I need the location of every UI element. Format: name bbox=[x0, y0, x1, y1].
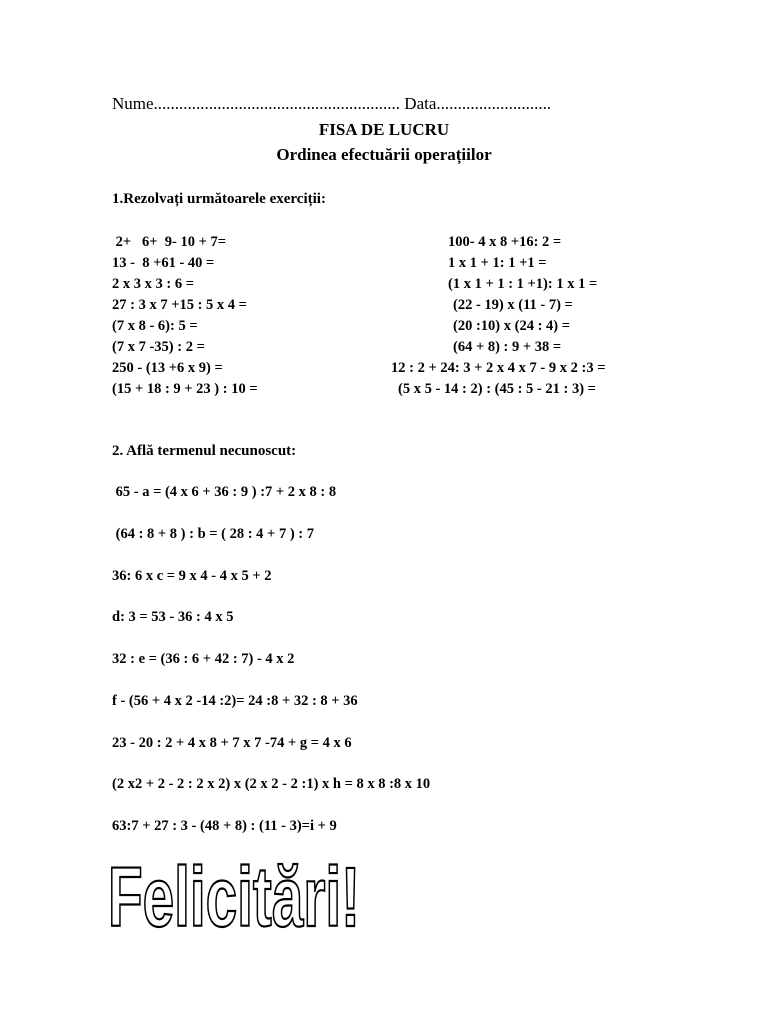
exercise-right-5: (20 :10) x (24 : 4) = bbox=[453, 318, 570, 334]
equation-i: 63:7 + 27 : 3 - (48 + 8) : (11 - 3)=i + 9 bbox=[112, 818, 337, 834]
felicitari-wordart bbox=[106, 838, 366, 944]
equation-e: 32 : e = (36 : 6 + 42 : 7) - 4 x 2 bbox=[112, 651, 295, 667]
equation-c: 36: 6 x c = 9 x 4 - 4 x 5 + 2 bbox=[112, 568, 272, 584]
exercise-right-1: 100- 4 x 8 +16: 2 = bbox=[448, 234, 562, 250]
equation-g: 23 - 20 : 2 + 4 x 8 + 7 x 7 -74 + g = 4 x 6 bbox=[112, 735, 352, 751]
felicitari-text: Felicitări! bbox=[108, 850, 360, 944]
section1-heading: 1.Rezolvați următoarele exerciții: bbox=[112, 191, 326, 207]
exercise-right-7: 12 : 2 + 24: 3 + 2 x 4 x 7 - 9 x 2 :3 = bbox=[391, 360, 606, 376]
section2-heading: 2. Află termenul necunoscut: bbox=[112, 443, 297, 459]
exercise-left-1: 2+ 6+ 9- 10 + 7= bbox=[112, 234, 227, 250]
exercise-left-2: 13 - 8 +61 - 40 = bbox=[112, 255, 215, 271]
exercise-right-3: (1 x 1 + 1 : 1 +1): 1 x 1 = bbox=[448, 276, 598, 292]
page-title: FISA DE LUCRU bbox=[318, 120, 450, 139]
exercise-left-7: 250 - (13 +6 x 9) = bbox=[112, 360, 223, 376]
exercise-left-8: (15 + 18 : 9 + 23 ) : 10 = bbox=[112, 381, 258, 397]
equation-d: d: 3 = 53 - 36 : 4 x 5 bbox=[112, 609, 234, 625]
exercise-right-2: 1 x 1 + 1: 1 +1 = bbox=[448, 255, 547, 271]
equation-f: f - (56 + 4 x 2 -14 :2)= 24 :8 + 32 : 8 + 36 bbox=[112, 693, 358, 709]
exercise-left-6: (7 x 7 -35) : 2 = bbox=[112, 339, 205, 355]
exercise-left-5: (7 x 8 - 6): 5 = bbox=[112, 318, 198, 334]
exercise-left-4: 27 : 3 x 7 +15 : 5 x 4 = bbox=[112, 297, 247, 313]
name-date-line: Nume.......................................................... Data........................... bbox=[112, 94, 552, 113]
exercise-right-8: (5 x 5 - 14 : 2) : (45 : 5 - 21 : 3) = bbox=[398, 381, 596, 397]
exercise-right-6: (64 + 8) : 9 + 38 = bbox=[453, 339, 562, 355]
equation-a: 65 - a = (4 x 6 + 36 : 9 ) :7 + 2 x 8 : 8 bbox=[112, 484, 337, 500]
page-subtitle: Ordinea efectuării operațiilor bbox=[276, 145, 492, 164]
equation-h: (2 x2 + 2 - 2 : 2 x 2) x (2 x 2 - 2 :1) x h = 8 x 8 :8 x 10 bbox=[112, 776, 431, 792]
exercise-right-4: (22 - 19) x (11 - 7) = bbox=[453, 297, 573, 313]
exercise-left-3: 2 x 3 x 3 : 6 = bbox=[112, 276, 194, 292]
equation-b: (64 : 8 + 8 ) : b = ( 28 : 4 + 7 ) : 7 bbox=[112, 526, 314, 542]
